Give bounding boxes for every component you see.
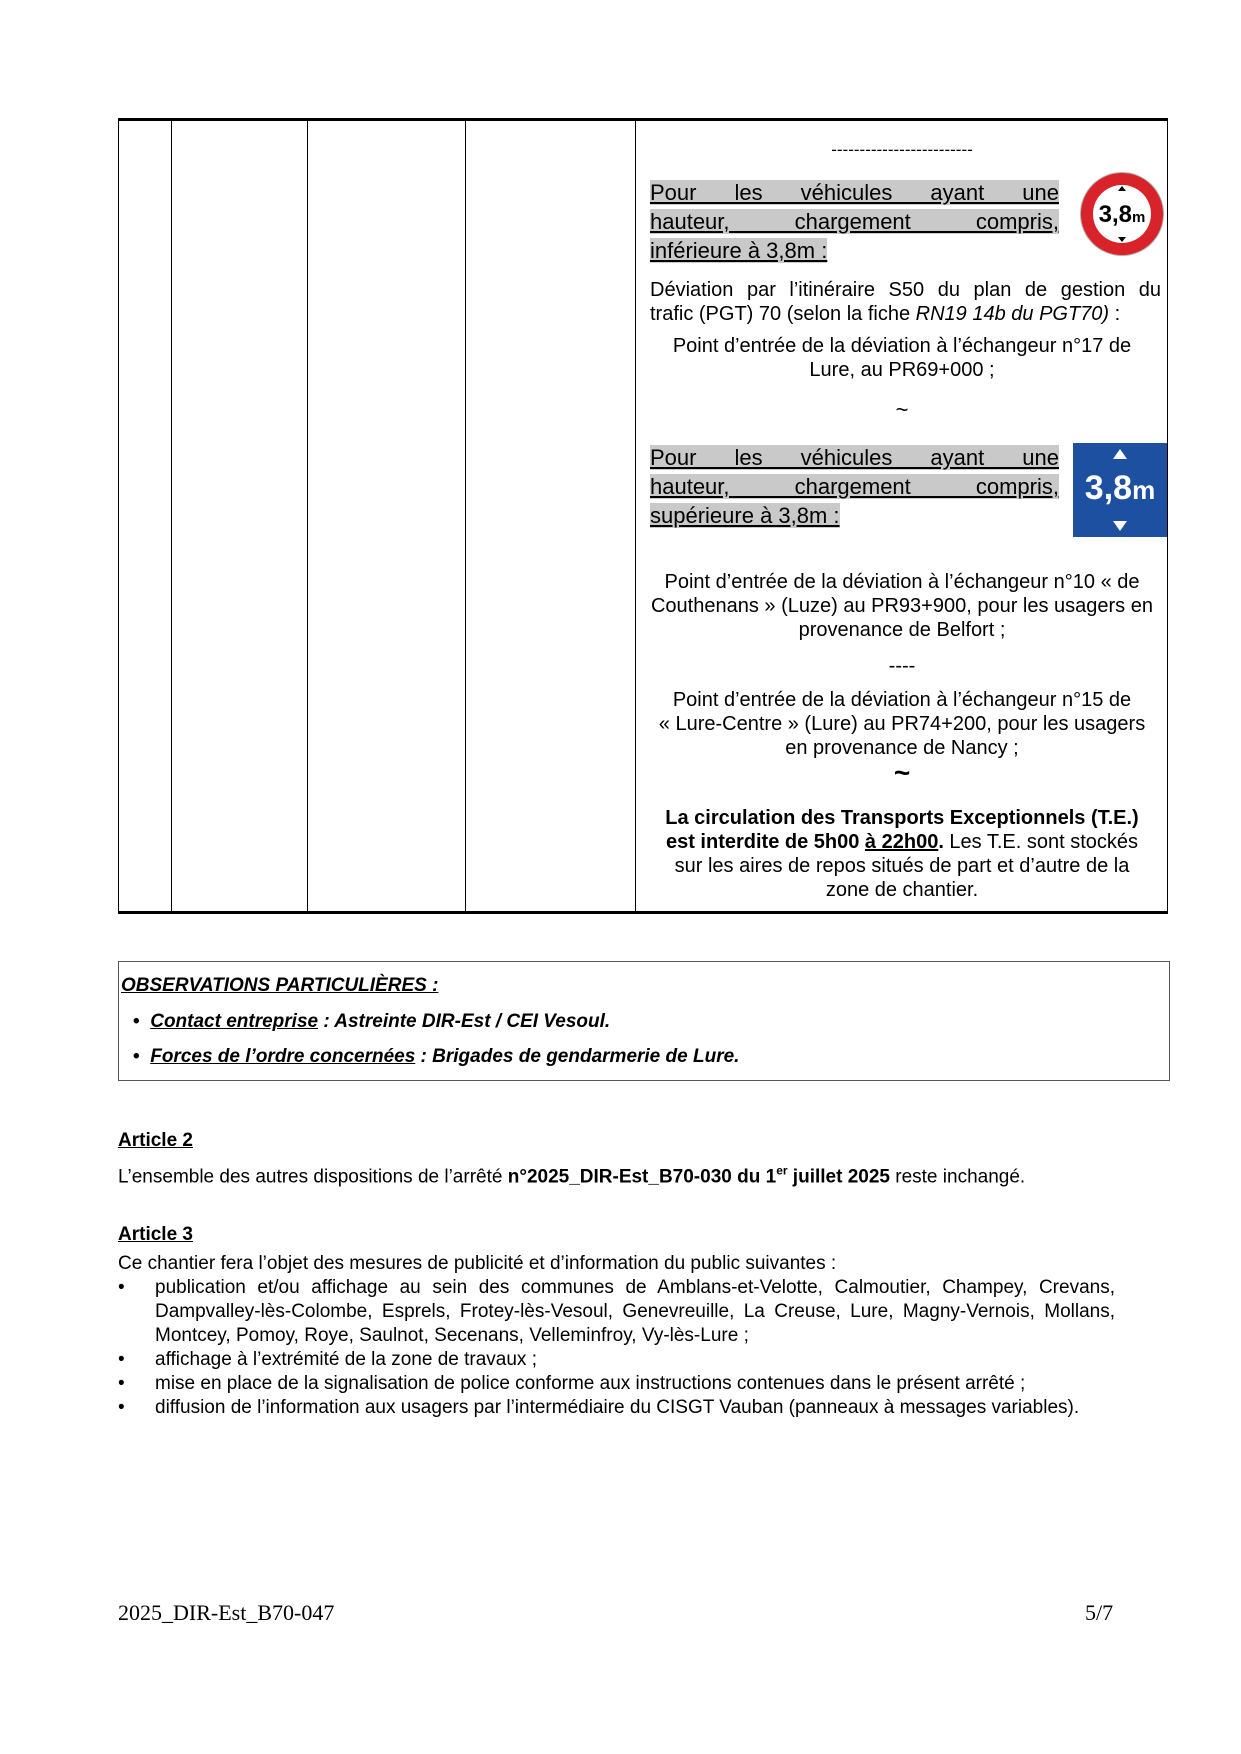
measure-item-diffusion: diffusion de l’information aux usagers par l’intermédiaire du CISGT Vauban (panneaux à messages variables). bbox=[155, 1397, 1080, 1418]
low-heading-line: inférieure à 3,8m : bbox=[650, 238, 828, 263]
column-divider bbox=[171, 121, 172, 911]
deviation-line: Déviation par l’itinéraire S50 du plan de gestion du bbox=[650, 279, 1161, 301]
tilde-separator: ~ bbox=[895, 397, 909, 422]
observation-item-police: • Forces de l’ordre concernées : Brigades de gendarmerie de Lure. bbox=[133, 1046, 740, 1067]
measure-item-display: affichage à l’extrémité de la zone de travaux ; bbox=[155, 1349, 537, 1370]
column-divider bbox=[465, 121, 466, 911]
measures-cell bbox=[643, 121, 1161, 911]
entry-point-lure: Point d’entrée de la déviation à l’échangeur n°17 de Lure, au PR69+000 ; bbox=[672, 335, 1132, 381]
bullet: • bbox=[118, 1277, 125, 1298]
document-reference: 2025_DIR-Est_B70-047 bbox=[118, 1600, 335, 1625]
article-3-title: Article 3 bbox=[118, 1224, 193, 1245]
bullet: • bbox=[118, 1349, 125, 1370]
page-number: 5/7 bbox=[1085, 1600, 1114, 1625]
article-2-text: L’ensemble des autres dispositions de l’arrêté n°2025_DIR-Est_B70-030 du 1er juillet 2025 reste inchangé. bbox=[118, 1164, 1026, 1188]
deviation-line: trafic (PGT) 70 (selon la fiche RN19 14b du PGT70) : bbox=[650, 303, 1121, 325]
low-heading-line: Pour les véhicules ayant une bbox=[650, 180, 1059, 205]
observations-title: OBSERVATIONS PARTICULIÈRES : bbox=[121, 975, 439, 996]
article-2-title: Article 2 bbox=[118, 1130, 193, 1151]
short-dash-separator: ---- bbox=[888, 655, 916, 677]
sign-unit: m bbox=[1132, 475, 1156, 505]
sign-value: 3,8 bbox=[1084, 469, 1133, 507]
high-heading-line: supérieure à 3,8m : bbox=[650, 503, 840, 528]
measure-item-publication: publication et/ou affichage au sein des communes de Amblans-et-Velotte, Calmoutier, Champey, Crevans, Dampvalley-lès-Colombe, Esprels, Frotey-lès-Vesoul, Genevreuille, La Creuse, Lure, Magny-Vernois, Mollans, Montcey, Pomoy, Roye, Saulnot, Secenans, Velleminfroy, Vy-lès-Lure ; bbox=[155, 1277, 1115, 1346]
column-divider bbox=[635, 121, 636, 911]
deviation-table bbox=[118, 118, 1168, 914]
low-heading-line: hauteur, chargement compris, bbox=[650, 209, 1059, 234]
bullet: • bbox=[118, 1373, 125, 1394]
high-heading-line: hauteur, chargement compris, bbox=[650, 474, 1059, 499]
separator-dashes: ------------------------- bbox=[831, 140, 973, 159]
height-indication-sign-icon bbox=[1073, 443, 1167, 537]
column-divider bbox=[307, 121, 308, 911]
high-vehicles-heading bbox=[650, 443, 1059, 530]
observation-item-contact: • Contact entreprise : Astreinte DIR-Est / CEI Vesoul. bbox=[133, 1011, 611, 1032]
low-vehicles-heading bbox=[650, 178, 1059, 265]
height-limit-sign-icon bbox=[1079, 171, 1165, 257]
article-3-intro: Ce chantier fera l’objet des mesures de publicité et d’information du public suivantes : bbox=[118, 1253, 837, 1274]
sign-unit: m bbox=[1132, 209, 1146, 226]
tilde-separator: ~ bbox=[893, 757, 911, 788]
sign-value: 3,8 bbox=[1098, 201, 1133, 228]
entry-point-couthenans: Point d’entrée de la déviation à l’échangeur n°10 « de Couthenans » (Luze) au PR93+900, pour les usagers en provenance de Belfort ; bbox=[650, 571, 1153, 641]
measure-item-signage: mise en place de la signalisation de police conforme aux instructions contenues dans le présent arrêté ; bbox=[155, 1373, 1026, 1394]
entry-point-lure-centre: Point d’entrée de la déviation à l’échangeur n°15 de « Lure-Centre » (Lure) au PR74+200, pour les usagers en provenance de Nancy ; bbox=[658, 689, 1146, 759]
observations-box bbox=[118, 961, 1170, 1081]
te-restriction: La circulation des Transports Exceptionnels (T.E.) est interdite de 5h00 à 22h00. Les T.E. sont stockés sur les aires de repos situés de part et d’autre de la zone de chantier. bbox=[665, 807, 1139, 901]
bullet: • bbox=[118, 1397, 125, 1418]
high-heading-line: Pour les véhicules ayant une bbox=[650, 445, 1059, 470]
